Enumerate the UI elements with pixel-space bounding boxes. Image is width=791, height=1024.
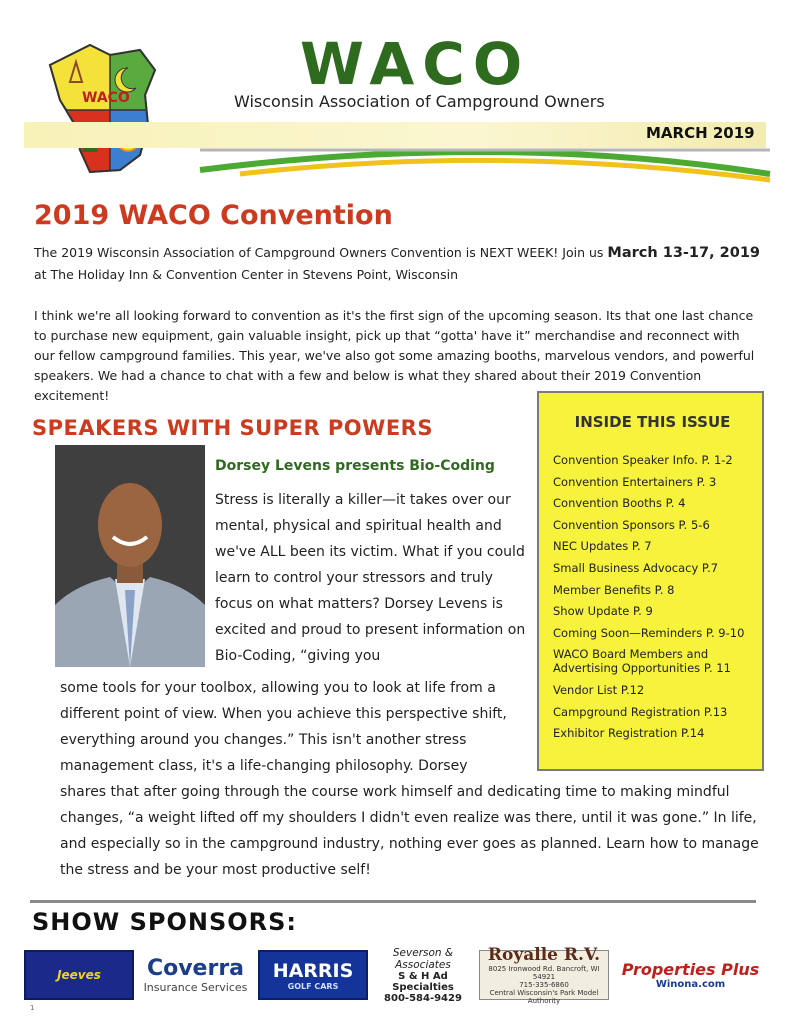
speakers-heading: SPEAKERS WITH SUPER POWERS (32, 416, 433, 440)
inside-this-issue-box (537, 391, 764, 771)
toc-item: Convention Entertainers P. 3 (553, 474, 717, 489)
toc-item: Show Update P. 9 (553, 604, 653, 619)
sponsor-logo-coverra (138, 950, 253, 1000)
convention-paragraph: I think we're all looking forward to convention as it's the first sign of the upcoming season. Its that one last chance to purchase new equipment, gain valuable insight, pick up that “gotta' have it” merchandise and reconnect with our fellow campground families. This year, we've also got some amazing booths, marvelous vendors, and powerful speakers. We had a chance to chat with a few and below is what they shared about their 2019 Convention excitement! (34, 308, 755, 403)
sponsor-6-sub: Winona.com (655, 979, 726, 990)
sponsor-2-name: Coverra (146, 955, 245, 981)
page-number: 1 (30, 1004, 35, 1012)
convention-heading: 2019 WACO Convention (34, 200, 393, 231)
sponsor-5-name: Royalle R.V. (487, 945, 601, 965)
speaker-story-part2: some tools for your toolbox, allowing you to look at life from a different point of view. When you achieve this perspective shift, everything around you changes.” This isn't another stress management class, it's a life-changing philosophy. Dorsey (60, 680, 507, 774)
sponsor-6-name: Properties Plus (621, 960, 760, 979)
section-divider (30, 900, 756, 903)
toc-item: Exhibitor Registration P.14 (553, 726, 705, 741)
speaker-name: Dorsey Levens presents Bio-Coding (215, 458, 495, 474)
toc-item: NEC Updates P. 7 (553, 539, 652, 554)
sponsor-logo-severson (372, 946, 474, 1004)
inside-this-issue-list (553, 453, 753, 748)
toc-item: Campground Registration P.13 (553, 704, 728, 719)
toc-item: WACO Board Members and Advertising Opportunities P. 11 (553, 647, 731, 676)
header-swoosh (200, 144, 770, 194)
toc-item: Convention Booths P. 4 (553, 496, 686, 511)
sponsor-2-sub: Insurance Services (143, 980, 248, 994)
convention-intro (34, 242, 764, 286)
speaker-story-part1: Stress is literally a killer—it takes over our mental, physical and spiritual health and we've ALL been its victim. What if you could learn to control your stressors and truly focus on what matters? Dorsey Levens is excited and proud to present information on Bio-Coding, “giving you (215, 492, 526, 664)
intro-text-a: The 2019 Wisconsin Association of Campground Owners Convention is NEXT WEEK! Join us (34, 245, 608, 260)
toc-item: Convention Speaker Info. P. 1-2 (553, 453, 733, 467)
sponsor-3-name: HARRIS (272, 959, 354, 982)
sponsor-5-tagline: Central Wisconsin's Park Model Authority (489, 989, 599, 1005)
sponsor-4-name: Severson & Associates (392, 946, 454, 971)
issue-date: MARCH 2019 (646, 124, 755, 142)
sponsor-3-sub: GOLF CARS (287, 981, 339, 991)
sponsor-4-phone: 800-584-9429 (384, 992, 462, 1004)
toc-item: Coming Soon—Reminders P. 9-10 (553, 625, 745, 640)
toc-item: Small Business Advocacy P.7 (553, 560, 719, 575)
toc-item: Member Benefits P. 8 (553, 582, 675, 597)
sponsor-5-phone: 715-335-6860 (519, 981, 569, 989)
toc-item: Vendor List P.12 (553, 682, 645, 697)
newsletter-subtitle: Wisconsin Association of Campground Owners (234, 92, 605, 111)
inside-this-issue-title: INSIDE THIS ISSUE (574, 413, 731, 431)
intro-text-b: at The Holiday Inn & Convention Center in Stevens Point, Wisconsin (34, 267, 459, 282)
waco-logo (30, 40, 190, 180)
sponsor-1-name: Jeeves (57, 968, 101, 982)
sponsor-4-sub: S & H Ad Specialties (392, 970, 454, 993)
sponsors-heading: SHOW SPONSORS: (32, 908, 298, 936)
sponsor-5-address: 8025 Ironwood Rd. Bancroft, WI 54921 (488, 965, 600, 981)
speaker-story-part3: shares that after going through the course work himself and dedicating time to making mindful changes, “a weight lifted off my shoulders I didn't even realize was there, until it was gone.” In life, and especially so in the campground industry, nothing ever goes as planned. Learn how to manage the stress and be your most productive self! (60, 784, 759, 878)
speaker-photo (55, 445, 205, 667)
sponsor-logo-properties-plus (613, 950, 768, 1000)
logo-wordmark: WACO (82, 90, 130, 106)
convention-dates: March 13-17, 2019 (607, 245, 761, 261)
sponsor-logo-harris (258, 950, 368, 1000)
sponsor-logo-jeeves (24, 950, 134, 1000)
sponsor-logo-royalle (479, 945, 609, 1005)
toc-item: Convention Sponsors P. 5-6 (553, 517, 710, 532)
newsletter-title: WACO (300, 30, 531, 98)
